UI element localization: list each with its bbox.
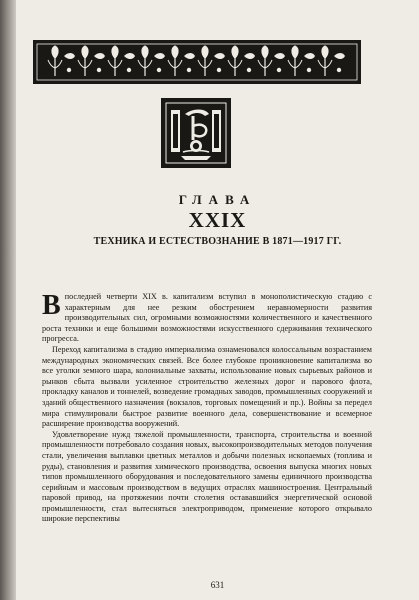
paragraph-1 (42, 292, 372, 345)
chapter-title: ТЕХНИКА И ЕСТЕСТВОЗНАНИЕ В 1871—1917 ГГ. (93, 236, 342, 247)
paragraph-1-text: последней четверти XIX в. капитализм вступил в монополистическую стадию с характерным для нее резким обострением неравномерности развития производительных сил, огромными возможностями количественного и качественного роста техники и еще большими возможностями искусственного сдерживания технического прогресса. (42, 292, 372, 344)
body-text (42, 292, 372, 525)
illustrated-initial-emblem (161, 98, 231, 168)
drop-cap: В (42, 290, 61, 321)
page-number: 631 (210, 580, 225, 590)
paragraph-2: Переход капитализма в стадию империализма ознаменовался колоссальным возрастанием международных экономических связей. Все более глубокое проникновение капитализма во все уголки земного шара, колониальные захваты, использование новых сырьевых районов и рынков сбыта вызвали усиленное строительство железных дорог и парового флота, прокладку каналов и тоннелей, возведение громадных заводов, промышленных сооружений и зданий общественного назначения (вокзалов, торговых помещений и пр.). Войны за передел мира стимулировали быстрое развитие военного дела, совершенствование и всемерное расширение производства вооружений. (42, 344, 372, 429)
chapter-label: ГЛАВА (178, 192, 257, 207)
chapter-number: XXIX (188, 208, 247, 232)
decorative-header-ornament (33, 40, 361, 84)
paragraph-3: Удовлетворение нужд тяжелой промышленности, транспорта, строительства и военной промышленности потребовало создания новых, высокопроизводительных методов получения стали, увеличения выплавки цветных металлов и добычи полезных ископаемых (топлива и руды), становления и развития химического производства, освоения выпуска многих новых типов промышленного оборудования и последовательного замены единичного производства серийным и массовым производством в ведущих отраслях машиностроения. Центральный паровой привод, на протяжении почти столетия остававшийся энергетической основой промышленности, стал вытесняться электроприводом, применение которого открывало широкие перспективы (42, 429, 372, 524)
book-spine-shadow (0, 0, 16, 600)
book-page (16, 0, 419, 600)
